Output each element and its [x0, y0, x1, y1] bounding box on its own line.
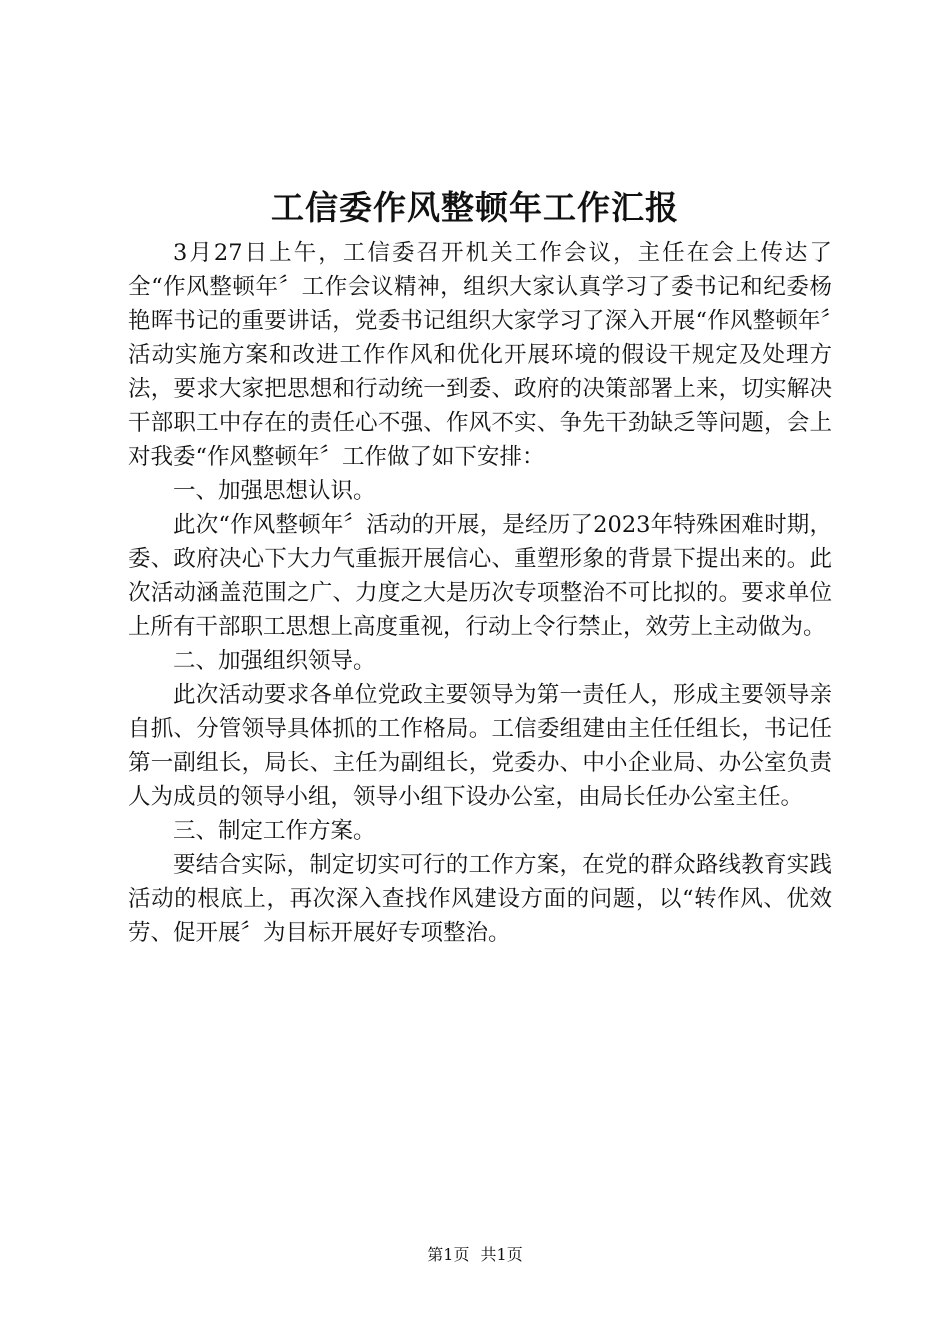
paragraph-intro: 3月27日上午，工信委召开机关工作会议，主任在会上传达了全“作风整顿年〞工作会议精神，组织大家认真学习了委书记和纪委杨艳晖书记的重要讲话，党委书记组织大家学习了深入开展“作风整顿年〞活动实施方案和改进工作作风和优化开展环境的假设干规定及处理方法，要求大家把思想和行动统一到委、政府的决策部署上来，切实解决干部职工中存在的责任心不强、作风不实、争先干劲缺乏等问题，会上对我委“作风整顿年〞工作做了如下安排： [128, 240, 832, 470]
document-title: 工信委作风整顿年工作汇报 [271, 188, 679, 227]
section-heading-3: 三、制定工作方案。 [173, 818, 376, 844]
document-body [128, 236, 832, 950]
paragraph-section-3: 要结合实际，制定切实可行的工作方案，在党的群众路线教育实践活动的根底上，再次深入查找作风建设方面的问题，以“转作风、优效劳、促开展〞为目标开展好专项整治。 [128, 852, 832, 946]
page-number: 第1页 [427, 1245, 470, 1264]
page-footer [0, 1243, 950, 1267]
paragraph-section-1: 此次“作风整顿年〞活动的开展，是经历了2023年特殊困难时期，委、政府决心下大力气重振开展信心、重塑形象的背景下提出来的。此次活动涵盖范围之广、力度之大是历次专项整治不可比拟的。要求单位上所有干部职工思想上高度重视，行动上令行禁止，效劳上主动做为。 [128, 512, 832, 640]
paragraph-section-2: 此次活动要求各单位党政主要领导为第一责任人，形成主要领导亲自抓、分管领导具体抓的工作格局。工信委组建由主任任组长，书记任第一副组长，局长、主任为副组长，党委办、中小企业局、办公室负责人为成员的领导小组，领导小组下设办公室，由局长任办公室主任。 [128, 682, 832, 810]
section-heading-2: 二、加强组织领导。 [173, 648, 376, 674]
section-heading-1: 一、加强思想认识。 [173, 478, 376, 504]
page-total: 共1页 [480, 1245, 523, 1264]
